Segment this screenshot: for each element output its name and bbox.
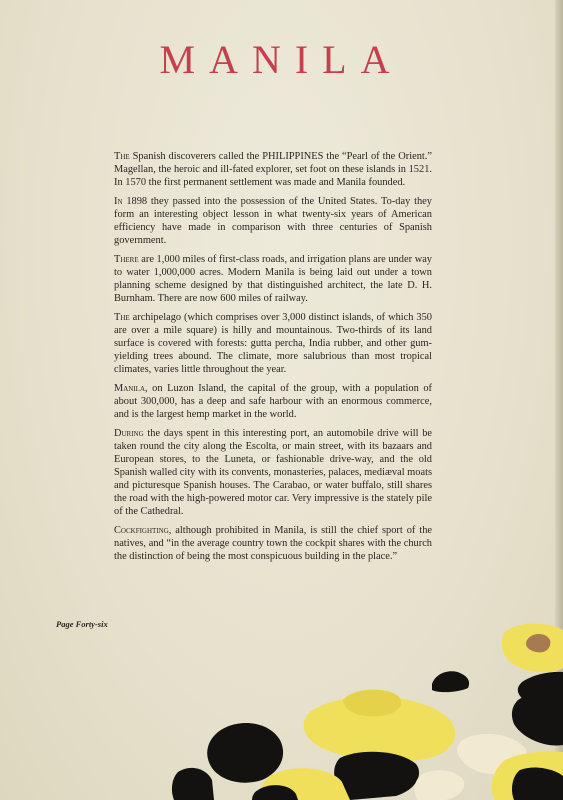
- paragraph-body: , although prohibited in Manila, is still the chief sport of the natives, and “in the average country town the cockpit shares with the church the distinction of being the most conspicuous building in the place.”: [114, 525, 432, 562]
- black-hat-icon: [512, 691, 563, 745]
- paragraph-lead: The: [114, 312, 130, 323]
- paragraph-lead: Cockfighting: [114, 525, 169, 536]
- black-hat-icon: [207, 723, 283, 783]
- black-hat-icon: [334, 752, 419, 800]
- paragraph-lead: The: [114, 151, 130, 162]
- paragraph-body: Spanish discoverers called the PHILIPPINES the “Pearl of the Orient.” Magellan, the heroic and ill-fated explorer, set foot on these islands in 1521. In 1570 the first permanent settlement was made and Manila founded.: [114, 151, 432, 188]
- black-hat-icon: [172, 768, 214, 800]
- paragraph-lead: In: [114, 196, 123, 207]
- black-hat-icon: [432, 671, 469, 692]
- paragraph-lead: Manila: [114, 383, 146, 394]
- paragraph-body: are 1,000 miles of first-class roads, and irrigation plans are under way to water 1,000,000 acres. Modern Manila is being laid out under a town planning scheme designed by that distinguished architect, the late D. H. Burnham. There are now 600 miles of railway.: [114, 254, 432, 304]
- paragraph-lead: During: [114, 428, 144, 439]
- black-hat-icon: [512, 768, 563, 800]
- paragraph-lead: There: [114, 254, 139, 265]
- paragraph-body: 1898 they passed into the possession of the United States. To-day they form an interesting object lesson in what twenty-six years of American efficiency have made in comparison with three centuries of Spanish government.: [114, 196, 432, 246]
- page-title: MANILA: [159, 37, 404, 82]
- cream-hat-icon: [414, 770, 464, 800]
- paragraph-body: archipelago (which comprises over 3,000 distinct islands, of which 350 are over a mile square) is hilly and mountainous. Two-thirds of its land surface is covered with forests: gutta percha, India rubber, and other gum-yielding trees abound. The climate, more salubrious than most tropical climates, varies little throughout the year.: [114, 312, 432, 375]
- page-number: Page Forty-six: [56, 619, 108, 629]
- paragraph-body: the days spent in this interesting port, an automobile drive will be taken round the city along the Escolta, or main street, with its bazaars and European stores, to the Luneta, or fashionable drive-way, and the old Spanish walled city with its convents, monasteries, palaces, mediæval moats and picturesque Spanish houses. The Carabao, or water buffalo, still shares the road with the high-powered motor car. Very impressive is the stately pile of the Cathedral.: [114, 428, 433, 517]
- paragraph-body: , on Luzon Island, the capital of the group, with a population of about 300,000, has a deep and safe harbour with an enormous commerce, and is the largest hemp market in the world.: [114, 383, 432, 420]
